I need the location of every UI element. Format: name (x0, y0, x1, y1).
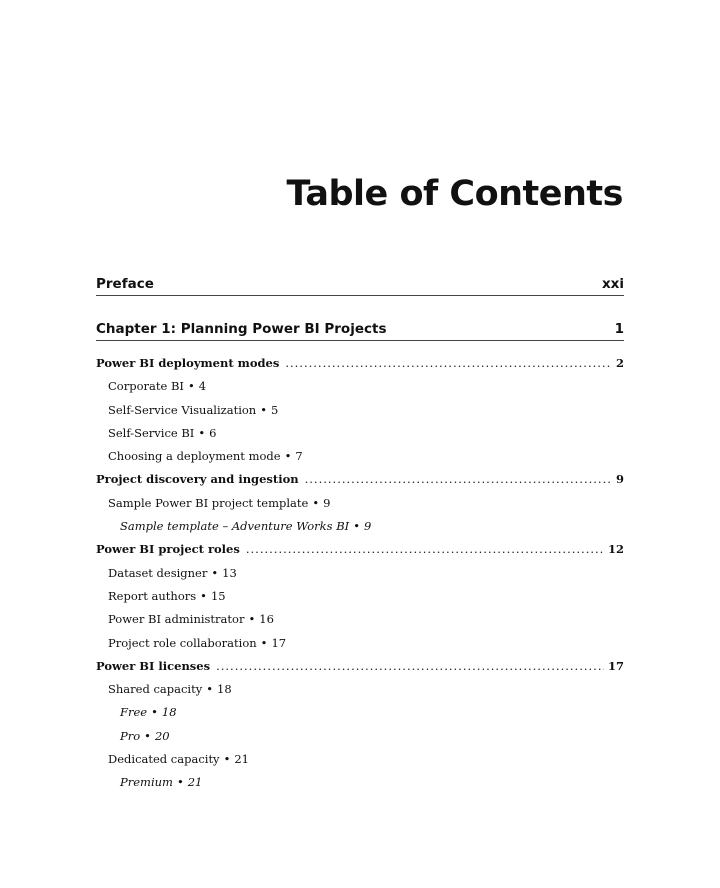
toc-entry-page: 18 (161, 705, 177, 720)
toc-entry[interactable] (96, 494, 624, 517)
preface-entry[interactable] (96, 276, 624, 296)
preface-page: xxi (601, 276, 624, 292)
toc-entry-page: 9 (615, 472, 624, 487)
toc-entry-page: 5 (271, 402, 279, 417)
toc-entry-label: Power BI project roles (96, 542, 240, 557)
toc-entry-page: 7 (295, 449, 303, 464)
toc-entry[interactable] (96, 377, 624, 400)
bullet-separator: • (187, 379, 195, 394)
toc-entry-page: 18 (217, 682, 232, 697)
toc-entry-label: Self-Service Visualization (108, 402, 257, 417)
bullet-separator: • (206, 682, 214, 697)
toc-entry-label: Report authors (108, 588, 197, 603)
bullet-separator: • (260, 402, 267, 417)
bullet-separator: • (211, 565, 219, 580)
bullet-separator: • (248, 612, 256, 627)
toc-entry-page: 13 (222, 565, 237, 580)
toc-list (96, 354, 624, 797)
toc-entry-label: Dedicated capacity (108, 752, 220, 767)
toc-entry[interactable] (96, 564, 624, 587)
toc-entry[interactable] (96, 727, 624, 750)
toc-entry-label: Sample Power BI project template (108, 495, 309, 510)
toc-entry-label: Dataset designer (108, 565, 208, 580)
toc-entry[interactable] (96, 447, 624, 470)
toc-entry-page: 9 (323, 495, 331, 510)
toc-entry-label: Pro (120, 728, 141, 743)
bullet-separator: • (223, 752, 231, 767)
toc-entry-page: 17 (271, 635, 287, 650)
page-title: Table of Contents (286, 174, 623, 214)
toc-entry[interactable] (96, 657, 624, 680)
toc-entry-page: 21 (234, 752, 249, 767)
toc-entry-page: 21 (187, 775, 203, 790)
toc-entry-label: Sample template – Adventure Works BI (120, 519, 350, 534)
toc-entry-label: Self-Service BI (108, 425, 195, 440)
dot-leader (305, 470, 612, 488)
toc-entry[interactable] (96, 354, 624, 377)
toc-entry-page: 2 (615, 356, 624, 370)
toc-entry-label: Free (120, 705, 148, 720)
bullet-separator: • (198, 425, 206, 440)
toc-entry[interactable] (96, 401, 624, 424)
toc-entry-page: 16 (259, 612, 274, 627)
toc-entry-page: 20 (154, 728, 170, 743)
toc-entry-label: Power BI deployment modes (96, 356, 280, 370)
bullet-separator: • (284, 449, 292, 464)
toc-entry[interactable] (96, 517, 624, 540)
toc-entry[interactable] (96, 634, 624, 657)
toc-entry-page: 9 (364, 519, 372, 534)
toc-entry[interactable] (96, 587, 624, 610)
bullet-separator: • (176, 775, 184, 790)
toc-entry-label: Project discovery and ingestion (96, 472, 299, 487)
toc-entry[interactable] (96, 424, 624, 447)
dot-leader (246, 540, 604, 558)
toc-entry-label: Choosing a deployment mode (108, 449, 281, 464)
toc-entry[interactable] (96, 773, 624, 796)
toc-entry-page: 17 (607, 658, 624, 673)
dot-leader (216, 657, 604, 675)
toc-entry[interactable] (96, 680, 624, 703)
toc-entry-page: 4 (198, 379, 207, 394)
chapter-page: 1 (614, 321, 624, 337)
toc-entry[interactable] (96, 470, 624, 493)
toc-entry-label: Corporate BI (108, 379, 184, 394)
preface-label: Preface (96, 276, 154, 292)
toc-entry[interactable] (96, 750, 624, 773)
toc-entry-page: 15 (210, 588, 226, 603)
toc-entry[interactable] (96, 610, 624, 633)
chapter-label: Chapter 1: Planning Power BI Projects (96, 321, 387, 337)
toc-entry[interactable] (96, 703, 624, 726)
chapter-1-entry[interactable] (96, 321, 624, 341)
toc-entry-page: 6 (209, 425, 217, 440)
bullet-separator: • (151, 705, 158, 720)
bullet-separator: • (353, 519, 360, 534)
bullet-separator: • (260, 635, 268, 650)
bullet-separator: • (200, 588, 207, 603)
toc-entry-label: Shared capacity (108, 682, 203, 697)
toc-entry-label: Project role collaboration (108, 635, 257, 650)
toc-entry-page: 12 (607, 542, 624, 557)
toc-entry-label: Premium (120, 775, 173, 790)
toc-entry-label: Power BI administrator (108, 612, 245, 627)
dot-leader (285, 354, 612, 372)
toc-entry[interactable] (96, 540, 624, 563)
toc-entry-label: Power BI licenses (96, 658, 211, 673)
bullet-separator: • (312, 495, 320, 510)
bullet-separator: • (144, 728, 151, 743)
